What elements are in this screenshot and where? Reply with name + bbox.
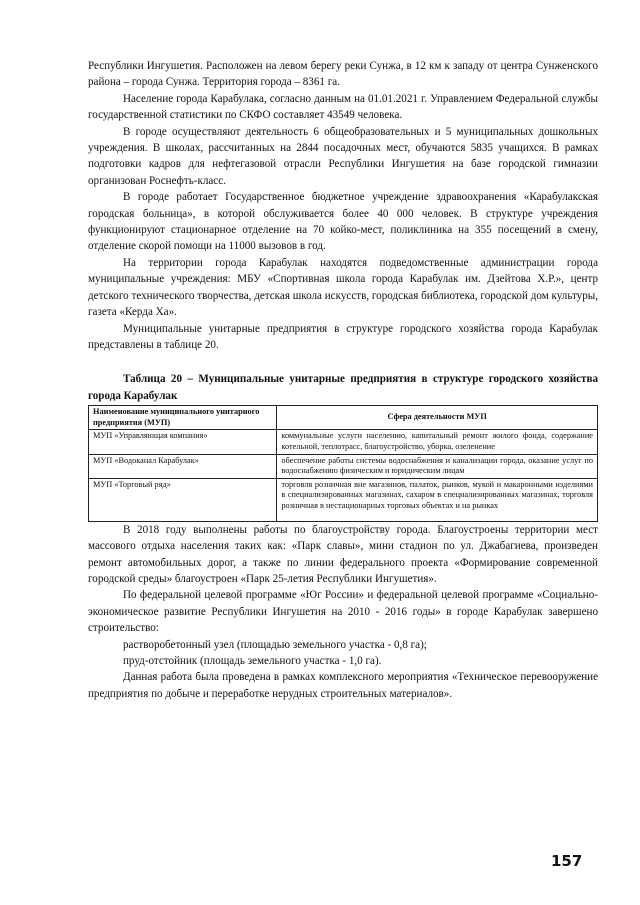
table-cell-activity: коммунальные услуги населению, капитальный ремонт жилого фонда, содержание котельной, теплотрасс, благоустройство, уборка, озеленение	[277, 430, 598, 454]
paragraph-settling-pond: пруд-отстойник (площадь земельного участка - 1,0 га).	[123, 654, 382, 667]
table-cell-activity: обеспечение работы системы водоснабжения и канализации города, оказание услуг по водоснабжению физическим и юридическим лицам	[277, 454, 598, 478]
table-cell-name: МУП «Управляющая компания»	[89, 430, 277, 454]
table-row	[89, 478, 598, 521]
table-header-name: Наименование муниципального унитарного предприятия (МУП)	[89, 406, 277, 430]
table-cell-activity: торговля розничная вне магазинов, палаток, рынков, мукой и макаронными изделиями в специализированных магазинах, сахаром в специализированных магазинах, торговля розничная в нестационарных торговых объектах и на рынках	[277, 478, 598, 521]
table-header-row	[89, 406, 598, 430]
paragraph-concrete-plant: растворобетонный узел (площадью земельного участка - 0,8 га);	[123, 638, 427, 651]
document-page	[88, 58, 598, 702]
paragraph-modernization: Данная работа была проведена в рамках комплексного мероприятия «Техническое перевооружение предприятия по добыче и переработке нерудных строительных материалов».	[88, 671, 598, 700]
paragraph-location: Республики Ингушетия. Расположен на левом берегу реки Сунжа, в 12 км к западу от центра Сунженского района – города Сунжа. Территория города – 8361 га.	[88, 60, 598, 89]
table-cell-name: МУП «Торговый ряд»	[89, 478, 277, 521]
paragraph-federal-programs: По федеральной целевой программе «Юг России» и федеральной целевой программе «Социально-экономическое развитие Республики Ингушетия на 2010 - 2016 годы» в городе Карабулак завершено строительство:	[88, 589, 598, 635]
table-cell-name: МУП «Водоканал Карабулак»	[89, 454, 277, 478]
paragraph-table-intro: Муниципальные унитарные предприятия в структуре городского хозяйства города Карабулак представлены в таблице 20.	[88, 322, 598, 351]
table-row	[89, 454, 598, 478]
table-row	[89, 430, 598, 454]
paragraph-municipal-institutions: На территории города Карабулак находятся подведомственные администрации города муниципальные учреждения: МБУ «Спортивная школа города Карабулак им. Дзейтова Х.Р.», центр детского технического творчества, детская школа искусств, городская библиотека, городской дом культуры, газета «Керда Ха».	[88, 256, 598, 319]
page-number: 157	[551, 852, 583, 870]
paragraph-education: В городе осуществляют деятельность 6 общеобразовательных и 5 муниципальных дошкольных учреждения. В школах, рассчитанных на 2844 посадочных мест, обучаются 5835 учащихся. В рамках подготовки кадров для нефтегазовой отрасли Республики Ингушетия на базе городской гимназии организован Роснефть-класс.	[88, 125, 598, 187]
paragraph-improvement: В 2018 году выполнены работы по благоустройству города. Благоустроены территории мест массового отдыха населения таких как: «Парк славы», мини стадион по ул. Джабагиева, произведен ремонт автомобильных дорог, а также по линии федерального проекта «Формирование современной городской среды» благоустроен «Парк 25-летия Республики Ингушетия».	[88, 523, 598, 585]
mup-table	[88, 405, 598, 522]
paragraph-population: Население города Карабулака, согласно данным на 01.01.2021 г. Управлением Федеральной службы государственной статистики по СКФО составляет 43549 человека.	[88, 92, 598, 122]
paragraph-healthcare: В городе работает Государственное бюджетное учреждение здравоохранения «Карабулакская городская больница», в которой обслуживается более 40 000 человек. В структуре учреждения функционируют стационарное отделение на 70 койко-мест, поликлиника на 355 посещений в смену, отделение скорой помощи на 11000 вызовов в год.	[88, 191, 598, 253]
table-caption: Таблица 20 – Муниципальные унитарные предприятия в структуре городского хозяйства города Карабулак	[88, 373, 598, 402]
table-header-activity: Сфера деятельности МУП	[277, 406, 598, 430]
